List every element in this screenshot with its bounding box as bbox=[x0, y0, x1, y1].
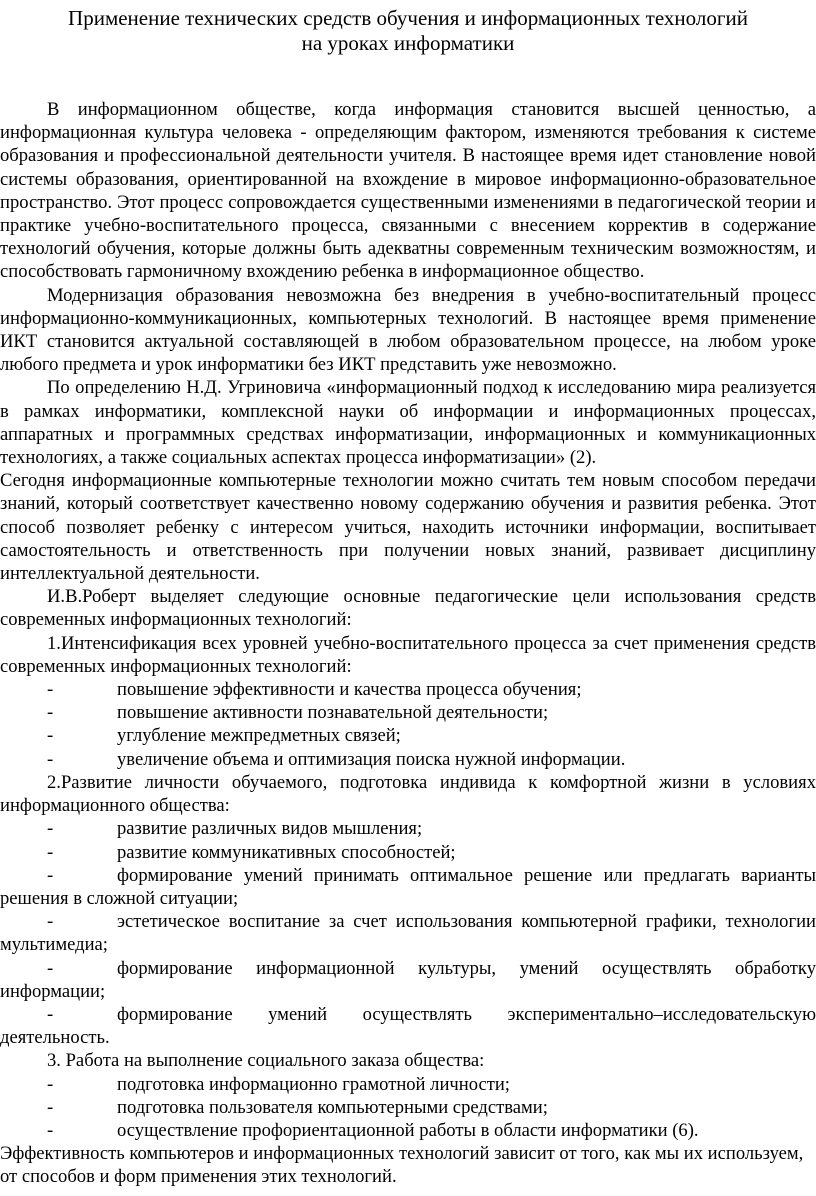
list-item: - повышение эффективности и качества процесса обучения; bbox=[47, 679, 582, 701]
paragraph-robert-goals: И.В.Роберт выделяет следующие основные педагогические цели использования средств современных информационных технологий: bbox=[0, 586, 816, 631]
paragraph-ict-today: Сегодня информационные компьютерные технологии можно считать тем новым способом передачи знаний, который соответствует качественно новому содержанию обучения и развития ребенка. Этот способ позволяет ребенку с интересом учиться, находить источники информации, воспитывает самостоятельность и ответственность при получении новых знаний, развивает дисциплину интеллектуальной деятельности. bbox=[0, 470, 816, 585]
goal-2-heading: 2.Развитие личности обучаемого, подготовка индивида к комфортной жизни в условиях информационного общества: bbox=[0, 771, 816, 817]
list-item: - развитие различных видов мышления; bbox=[47, 818, 423, 840]
document-title bbox=[0, 6, 816, 56]
list-item: - эстетическое воспитание за счет использования компьютерной графики, технологии мультимедиа; bbox=[0, 911, 816, 956]
document-body bbox=[0, 98, 816, 1189]
list-item: - осуществление профориентационной работы в области информатики (6). bbox=[47, 1119, 699, 1141]
goal-3-heading: 3. Работа на выполнение социального заказа общества: bbox=[47, 1050, 485, 1072]
paragraph-intro: В информационном обществе, когда информация становится высшей ценностью, а информационная культура человека - определяющим фактором, изменяются требования к системе образования и профессиональной деятельности учителя. В настоящее время идет становление новой системы образования, ориентированной на вхождение в мировое информационно-образовательное пространство. Этот процесс сопровождается существенными изменениями в педагогической теории и практике учебно-воспитательного процесса, связанными с внесением корректив в содержание технологий обучения, которые должны быть адекватны современным техническим возможностям, и способствовать гармоничному вхождению ребенка в информационное общество. bbox=[0, 99, 816, 283]
list-item: - развитие коммуникативных способностей; bbox=[47, 841, 456, 863]
list-item: - увеличение объема и оптимизация поиска нужной информации. bbox=[47, 748, 626, 770]
list-item: - формирование информационной культуры, умений осуществлять обработку информации; bbox=[0, 957, 816, 1002]
paragraph-ugrinovich-quote: По определению Н.Д. Угриновича «информационный подход к исследованию мира реализуется в рамках информатики, комплексной науки об информации и информационных процессах, аппаратных и программных средствах информатизации, информационных и коммуникационных технологиях, а также социальных аспектах процесса информатизации» (2). bbox=[0, 377, 816, 469]
title-line-2: на уроках информатики bbox=[301, 31, 515, 55]
list-item: - подготовка пользователя компьютерными средствами; bbox=[47, 1096, 548, 1118]
list-item: - формирование умений осуществлять экспериментально–исследовательскую деятельность. bbox=[0, 1003, 816, 1049]
list-item: - углубление межпредметных связей; bbox=[47, 725, 401, 747]
list-item: - повышение активности познавательной деятельности; bbox=[47, 702, 549, 724]
list-item: - подготовка информационно грамотной личности; bbox=[47, 1073, 510, 1095]
paragraph-modernization: Модернизация образования невозможна без внедрения в учебно-воспитательный процесс информационно-коммуникационных, компьютерных технологий. В настоящее время применение ИКТ становится актуальной составляющей в любом образовательном процессе, на любом уроке любого предмета и урок информатики без ИКТ представить уже невозможно. bbox=[0, 284, 816, 376]
paragraph-conclusion: Эффективность компьютеров и информационных технологий зависит от того, как мы их используем, от способов и форм применения этих технологий. bbox=[0, 1143, 804, 1188]
goal-1-heading: 1.Интенсификация всех уровней учебно-воспитательного процесса за счет применения средств современных информационных технологий: bbox=[0, 632, 816, 677]
list-item: - формирование умений принимать оптимальное решение или предлагать варианты решения в сложной ситуации; bbox=[0, 864, 816, 909]
title-line-1: Применение технических средств обучения и информационных технологий bbox=[68, 6, 748, 30]
